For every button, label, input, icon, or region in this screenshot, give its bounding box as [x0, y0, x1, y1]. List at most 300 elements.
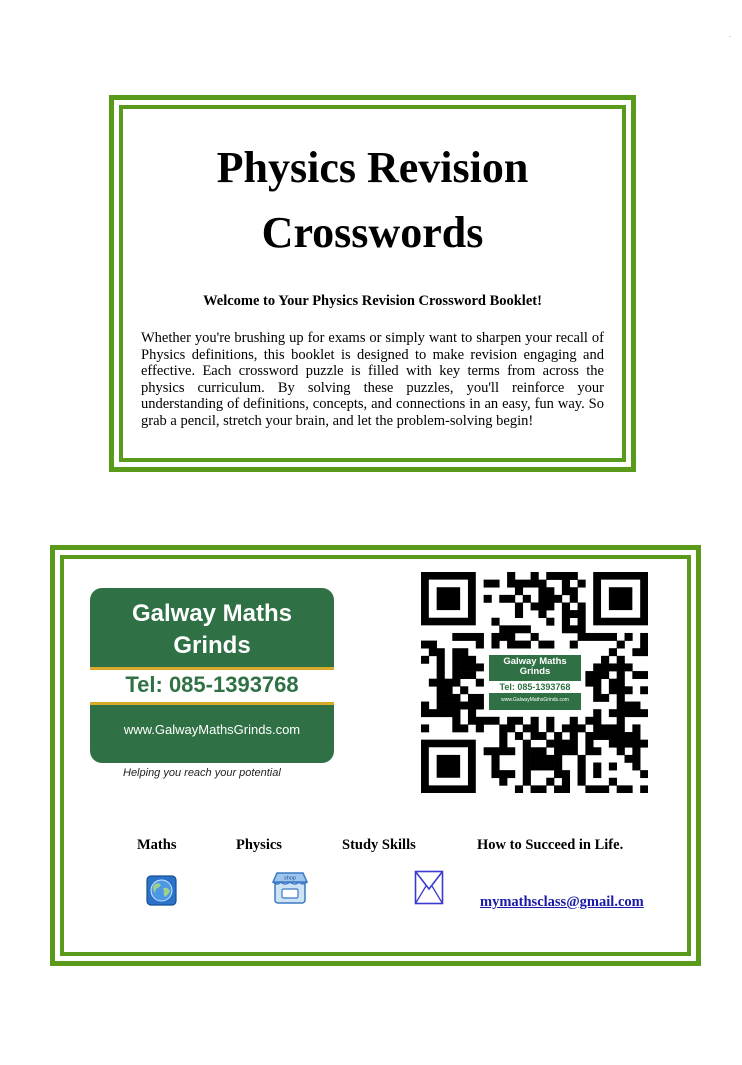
qr-module [507, 770, 515, 778]
qr-module [499, 747, 507, 755]
qr-module [632, 732, 640, 740]
qr-module [585, 785, 593, 793]
qr-module [468, 663, 476, 671]
qr-module [468, 671, 476, 679]
shop-icon-label: shop [284, 875, 296, 882]
qr-module [531, 572, 539, 580]
qr-module [491, 618, 499, 626]
qr-module [484, 747, 492, 755]
qr-module [421, 709, 429, 717]
qr-module [593, 732, 601, 740]
qr-module [538, 595, 546, 603]
page-title-line-2: Crosswords [261, 208, 484, 257]
qr-module [546, 618, 554, 626]
qr-module [609, 763, 617, 771]
logo-tagline: Helping you reach your potential [123, 767, 281, 779]
qr-module [452, 671, 460, 679]
qr-module [531, 732, 539, 740]
qr-module [429, 641, 437, 649]
qr-module [437, 702, 445, 710]
qr-module [609, 724, 617, 732]
qr-module [468, 694, 476, 702]
qr-module [523, 595, 531, 603]
qr-module [468, 702, 476, 710]
qr-module [468, 633, 476, 641]
qr-module [507, 641, 515, 649]
qr-module [601, 724, 609, 732]
qr-module [562, 580, 570, 588]
qr-module [562, 785, 570, 793]
qr-module [609, 732, 617, 740]
qr-module [617, 732, 625, 740]
qr-module [460, 648, 468, 656]
qr-module [632, 747, 640, 755]
qr-module [538, 732, 546, 740]
qr-module [632, 724, 640, 732]
qr-module [437, 686, 445, 694]
qr-module [538, 747, 546, 755]
qr-module [444, 702, 452, 710]
qr-module [531, 633, 539, 641]
qr-module [546, 763, 554, 771]
qr-module [617, 663, 625, 671]
qr-badge-tel-band [489, 681, 581, 693]
qr-badge-website: www.GalwayMathsGrinds.com [501, 697, 569, 703]
qr-module [538, 763, 546, 771]
qr-module [640, 633, 648, 641]
logo-name-line-2: Grinds [173, 632, 251, 659]
qr-module [507, 747, 515, 755]
qr-module [476, 702, 484, 710]
qr-module [491, 770, 499, 778]
qr-module [601, 732, 609, 740]
qr-badge-name [489, 657, 581, 677]
qr-badge-line-2: Grinds [519, 666, 551, 677]
qr-module [546, 740, 554, 748]
qr-finder-center [609, 587, 632, 610]
qr-module [546, 778, 554, 786]
qr-module [640, 648, 648, 656]
qr-module [585, 747, 593, 755]
qr-module [421, 724, 429, 732]
qr-module [515, 580, 523, 588]
qr-module [437, 709, 445, 717]
qr-module [562, 747, 570, 755]
qr-module [460, 724, 468, 732]
qr-module [538, 580, 546, 588]
qr-module [609, 686, 617, 694]
qr-module [578, 778, 586, 786]
qr-module [578, 610, 586, 618]
qr-module [562, 587, 570, 595]
qr-module [585, 671, 593, 679]
qr-module [507, 724, 515, 732]
link-label-maths[interactable]: Maths [137, 837, 177, 853]
qr-module [640, 686, 648, 694]
qr-module [562, 625, 570, 633]
qr-module [570, 625, 578, 633]
qr-module [593, 747, 601, 755]
qr-module [554, 785, 562, 793]
globe-icon[interactable] [146, 875, 177, 906]
qr-module [617, 694, 625, 702]
qr-module [640, 709, 648, 717]
qr-module [491, 641, 499, 649]
qr-module [625, 709, 633, 717]
qr-module [632, 763, 640, 771]
qr-module [515, 717, 523, 725]
cover-card [109, 95, 636, 472]
qr-module [593, 709, 601, 717]
qr-module [437, 656, 445, 664]
qr-module [593, 686, 601, 694]
qr-module [452, 656, 460, 664]
qr-module [554, 755, 562, 763]
qr-module [554, 740, 562, 748]
qr-module [437, 663, 445, 671]
qr-module [538, 587, 546, 595]
qr-module [632, 648, 640, 656]
cover-card-inner-border [119, 105, 626, 462]
qr-module [546, 717, 554, 725]
qr-module [546, 587, 554, 595]
qr-module [437, 679, 445, 687]
qr-module [617, 785, 625, 793]
qr-module [632, 671, 640, 679]
qr-module [625, 732, 633, 740]
qr-module [491, 580, 499, 588]
qr-module [578, 755, 586, 763]
qr-module [499, 595, 507, 603]
qr-module [515, 610, 523, 618]
link-label-succeed[interactable]: How to Succeed in Life. [477, 837, 624, 853]
qr-module [578, 602, 586, 610]
qr-module [523, 755, 531, 763]
qr-module [476, 663, 484, 671]
qr-module [562, 770, 570, 778]
corner-mark: . [729, 30, 731, 39]
qr-module [523, 778, 531, 786]
qr-module [531, 763, 539, 771]
qr-module [554, 572, 562, 580]
qr-logo-badge [489, 655, 581, 710]
qr-module [617, 702, 625, 710]
qr-module [640, 740, 648, 748]
qr-module [468, 709, 476, 717]
qr-module [538, 785, 546, 793]
qr-module [452, 709, 460, 717]
qr-module [625, 740, 633, 748]
qr-module [523, 747, 531, 755]
qr-module [476, 694, 484, 702]
qr-module [570, 717, 578, 725]
qr-module [460, 702, 468, 710]
qr-module [499, 724, 507, 732]
qr-module [601, 694, 609, 702]
qr-module [585, 679, 593, 687]
qr-module [593, 724, 601, 732]
qr-module [499, 732, 507, 740]
qr-module [515, 732, 523, 740]
qr-module [507, 625, 515, 633]
qr-module [515, 785, 523, 793]
qr-module [538, 755, 546, 763]
qr-module [570, 740, 578, 748]
qr-module [452, 648, 460, 656]
qr-module [444, 679, 452, 687]
qr-module [546, 641, 554, 649]
qr-module [452, 633, 460, 641]
qr-module [632, 740, 640, 748]
qr-module [617, 747, 625, 755]
qr-module [578, 625, 586, 633]
qr-badge-line-1: Galway Maths [503, 656, 567, 667]
qr-module [499, 770, 507, 778]
qr-module [523, 740, 531, 748]
qr-module [617, 686, 625, 694]
qr-module [484, 595, 492, 603]
qr-module [452, 694, 460, 702]
qr-module [585, 717, 593, 725]
qr-module [531, 724, 539, 732]
qr-module [570, 747, 578, 755]
qr-module [460, 663, 468, 671]
qr-module [546, 602, 554, 610]
qr-module [460, 633, 468, 641]
qr-module [538, 641, 546, 649]
qr-module [523, 625, 531, 633]
qr-module [523, 770, 531, 778]
qr-module [617, 717, 625, 725]
qr-module [515, 641, 523, 649]
qr-finder-center [437, 755, 460, 778]
qr-module [609, 663, 617, 671]
qr-module [452, 679, 460, 687]
qr-module [507, 717, 515, 725]
qr-module [601, 663, 609, 671]
qr-finder-center [437, 587, 460, 610]
qr-module [531, 580, 539, 588]
qr-module [460, 671, 468, 679]
qr-module [421, 656, 429, 664]
qr-module [593, 770, 601, 778]
qr-module [421, 641, 429, 649]
qr-module [452, 717, 460, 725]
qr-module [578, 763, 586, 771]
qr-module [625, 755, 633, 763]
qr-module [593, 717, 601, 725]
qr-module [476, 679, 484, 687]
qr-module [578, 580, 586, 588]
logo-website: www.GalwayMathsGrinds.com [123, 722, 301, 737]
qr-module [554, 595, 562, 603]
qr-module [523, 763, 531, 771]
qr-module [531, 747, 539, 755]
qr-module [468, 717, 476, 725]
qr-module [546, 595, 554, 603]
qr-module [617, 709, 625, 717]
qr-module [570, 641, 578, 649]
mail-icon[interactable] [414, 870, 444, 905]
qr-module [578, 770, 586, 778]
qr-module [491, 633, 499, 641]
qr-module [460, 656, 468, 664]
qr-module [570, 724, 578, 732]
qr-module [452, 702, 460, 710]
qr-module [570, 732, 578, 740]
qr-module [491, 763, 499, 771]
qr-module [625, 633, 633, 641]
qr-module [538, 602, 546, 610]
qr-module [507, 580, 515, 588]
shop-icon[interactable] [271, 869, 309, 905]
qr-module [531, 755, 539, 763]
qr-module [515, 602, 523, 610]
qr-module [484, 717, 492, 725]
logo-tel-band [90, 667, 334, 705]
qr-module [523, 641, 531, 649]
qr-module [554, 747, 562, 755]
qr-module [617, 671, 625, 679]
qr-module [531, 717, 539, 725]
qr-module [617, 724, 625, 732]
page-title-line-1: Physics Revision [216, 143, 529, 192]
qr-module [452, 724, 460, 732]
qr-module [570, 610, 578, 618]
qr-module [593, 763, 601, 771]
qr-module [546, 755, 554, 763]
qr-module [546, 572, 554, 580]
qr-module [515, 625, 523, 633]
qr-module [437, 648, 445, 656]
qr-module [578, 618, 586, 626]
qr-module [625, 686, 633, 694]
qr-module [531, 785, 539, 793]
qr-module [460, 686, 468, 694]
qr-module [507, 595, 515, 603]
qr-module [609, 778, 617, 786]
qr-module [476, 641, 484, 649]
qr-module [444, 686, 452, 694]
qr-module [593, 679, 601, 687]
qr-module [499, 740, 507, 748]
qr-module [491, 755, 499, 763]
qr-module [578, 724, 586, 732]
qr-module [562, 740, 570, 748]
qr-module [523, 724, 531, 732]
qr-module [632, 755, 640, 763]
qr-module [617, 740, 625, 748]
qr-module [429, 709, 437, 717]
qr-module [609, 709, 617, 717]
qr-module [499, 633, 507, 641]
qr-module [585, 740, 593, 748]
qr-module [578, 633, 586, 641]
qr-module [632, 709, 640, 717]
qr-module [507, 572, 515, 580]
qr-module [507, 633, 515, 641]
qr-module [593, 785, 601, 793]
qr-module [476, 717, 484, 725]
qr-module [562, 778, 570, 786]
qr-module [640, 770, 648, 778]
qr-module [491, 717, 499, 725]
qr-module [554, 770, 562, 778]
qr-module [632, 702, 640, 710]
qr-module [601, 656, 609, 664]
qr-module [609, 740, 617, 748]
qr-module [546, 724, 554, 732]
qr-module [593, 694, 601, 702]
qr-module [468, 656, 476, 664]
email-link[interactable]: mymathsclass@gmail.com [480, 894, 644, 910]
qr-module [640, 785, 648, 793]
qr-module [570, 572, 578, 580]
qr-module [429, 679, 437, 687]
qr-module [601, 633, 609, 641]
logo-name-line-1: Galway Maths [131, 600, 293, 627]
qr-module [429, 648, 437, 656]
qr-module [625, 702, 633, 710]
qr-module [593, 633, 601, 641]
qr-module [452, 663, 460, 671]
qr-module [609, 648, 617, 656]
qr-module [570, 587, 578, 595]
qr-module [585, 732, 593, 740]
qr-module [515, 587, 523, 595]
qr-module [570, 595, 578, 603]
link-label-physics[interactable]: Physics [236, 837, 282, 853]
qr-module [531, 602, 539, 610]
qr-module [601, 785, 609, 793]
qr-module [562, 602, 570, 610]
qr-module [625, 785, 633, 793]
qr-module [625, 663, 633, 671]
qr-module [476, 724, 484, 732]
qr-module [609, 633, 617, 641]
qr-module [538, 610, 546, 618]
qr-module [617, 679, 625, 687]
qr-module [593, 671, 601, 679]
qr-badge-telephone: Tel: 085-1393768 [499, 682, 571, 692]
qr-module [523, 580, 531, 588]
qr-module [499, 778, 507, 786]
qr-module [499, 625, 507, 633]
qr-module [444, 694, 452, 702]
qr-module [476, 633, 484, 641]
qr-module [617, 641, 625, 649]
qr-module [617, 656, 625, 664]
qr-module [640, 641, 648, 649]
qr-module [491, 747, 499, 755]
qr-module [554, 732, 562, 740]
qr-module [609, 679, 617, 687]
qr-module [484, 580, 492, 588]
welcome-heading: Welcome to Your Physics Revision Crossword Booklet! [203, 293, 542, 309]
qr-module [640, 671, 648, 679]
link-label-study-skills[interactable]: Study Skills [342, 837, 416, 853]
qr-module [601, 671, 609, 679]
qr-module [562, 572, 570, 580]
qr-module [585, 633, 593, 641]
galway-maths-grinds-logo[interactable] [90, 588, 334, 763]
qr-module [437, 671, 445, 679]
intro-paragraph: Whether you're brushing up for exams or simply want to sharpen your recall of Physics definitions, this booklet is designed to make revision engaging and effective. Each crossword puzzle is filled with key terms from across the physics curriculum. By solving these puzzles, you'll reinforce your understanding of definitions, concepts, and connections in an easy, fun way. So grab a pencil, stretch your brain, and let the problem-solving begin! [141, 330, 604, 429]
qr-module [421, 702, 429, 710]
qr-module [437, 694, 445, 702]
qr-module [444, 709, 452, 717]
logo-telephone: Tel: 085-1393768 [125, 672, 299, 697]
